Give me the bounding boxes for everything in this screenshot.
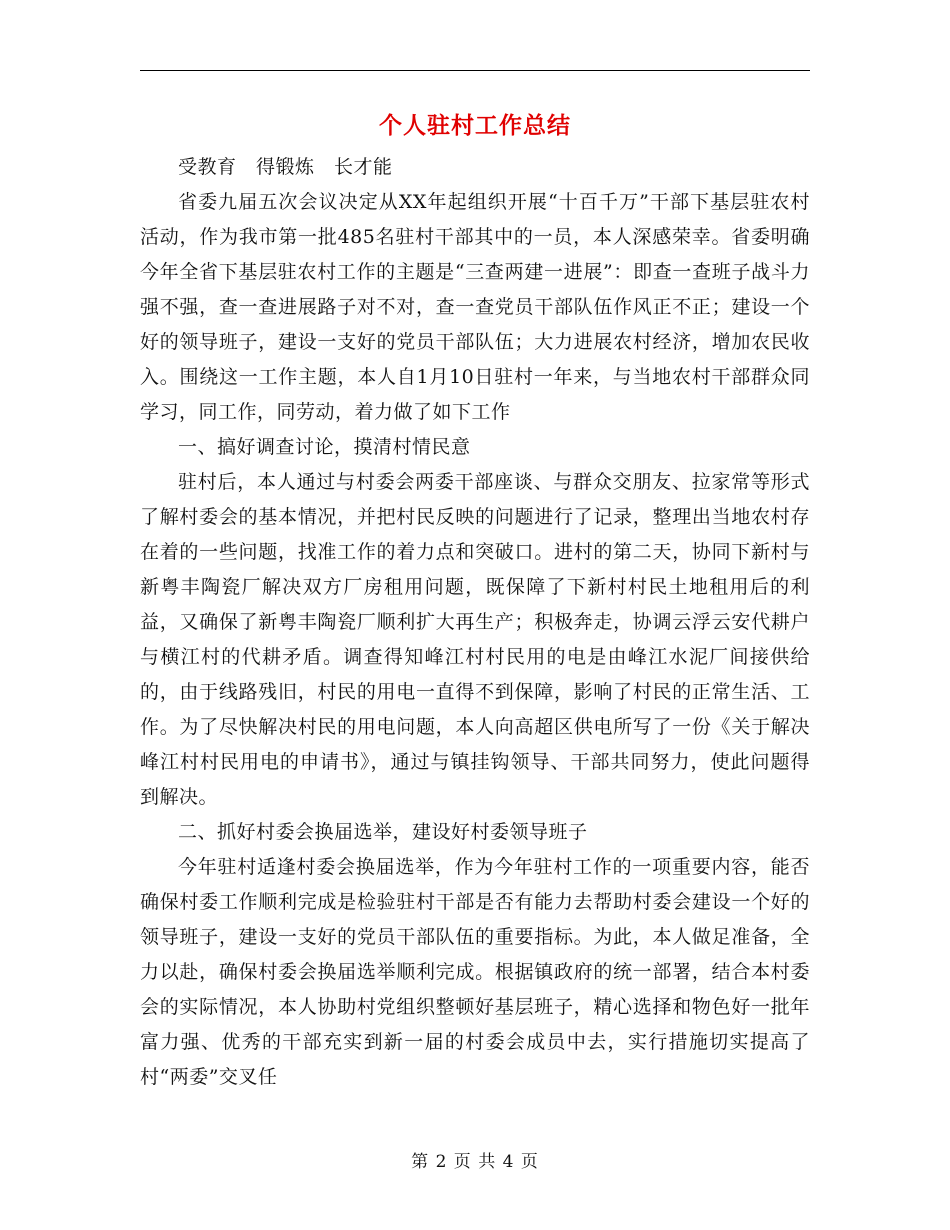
section-paragraph-1: 驻村后，本人通过与村委会两委干部座谈、与群众交朋友、拉家常等形式了解村委会的基本情况，并把村民反映的问题进行了记录，整理出当地农村存在着的一些问题，找准工作的着力点和突破口。进村的第二天，协同下新村与新粤丰陶瓷厂解决双方厂房租用问题，既保障了下新村村民土地租用后的利益，又确保了新粤丰陶瓷厂顺利扩大再生产；积极奔走，协调云浮云安代耕户与横江村的代耕矛盾。调查得知峰江村村民用的电是由峰江水泥厂间接供给的，由于线路残旧，村民的用电一直得不到保障，影响了村民的正常生活、工作。为了尽快解决村民的用电问题，本人向高超区供电所写了一份《关于解决峰江村村民用电的申请书》，通过与镇挂钩领导、干部共同努力，使此问题得到解决。	[140, 471, 810, 808]
header-rule	[140, 70, 810, 71]
intro-paragraph: 省委九届五次会议决定从XX年起组织开展“十百千万”干部下基层驻农村活动，作为我市第一批485名驻村干部其中的一员，本人深感荣幸。省委明确今年全省下基层驻农村工作的主题是“三查两建一进展”：即查一查班子战斗力强不强，查一查进展路子对不对，查一查党员干部队伍作风正不正；建设一个好的领导班子，建设一支好的党员干部队伍；大力进展农村经济，增加农民收入。围绕这一工作主题，本人自1月10日驻村一年来，与当地农村干部群众同学习，同工作，同劳动，着力做了如下工作	[140, 191, 810, 423]
page-footer: 第 2 页 共 4 页	[411, 1152, 539, 1172]
section-paragraph-2: 今年驻村适逢村委会换届选举，作为今年驻村工作的一项重要内容，能否确保村委工作顺利完成是检验驻村干部是否有能力去帮助村委会建设一个好的领导班子，建设一支好的党员干部队伍的重要指标。为此，本人做足准备，全力以赴，确保村委会换届选举顺利完成。根据镇政府的统一部署，结合本村委会的实际情况，本人协助村党组织整顿好基层班子，精心选择和物色好一批年富力强、优秀的干部充实到新一届的村委会成员中去，实行措施切实提高了村“两委”交叉任	[140, 856, 810, 1088]
document-body	[140, 150, 810, 1095]
subtitle-line: 受教育 得锻炼 长才能	[178, 156, 393, 178]
section-heading-1: 一、搞好调查讨论，摸清村情民意	[178, 436, 471, 458]
document-title: 个人驻村工作总结	[379, 113, 571, 139]
section-heading-2: 二、抓好村委会换届选举，建设好村委领导班子	[178, 821, 588, 843]
